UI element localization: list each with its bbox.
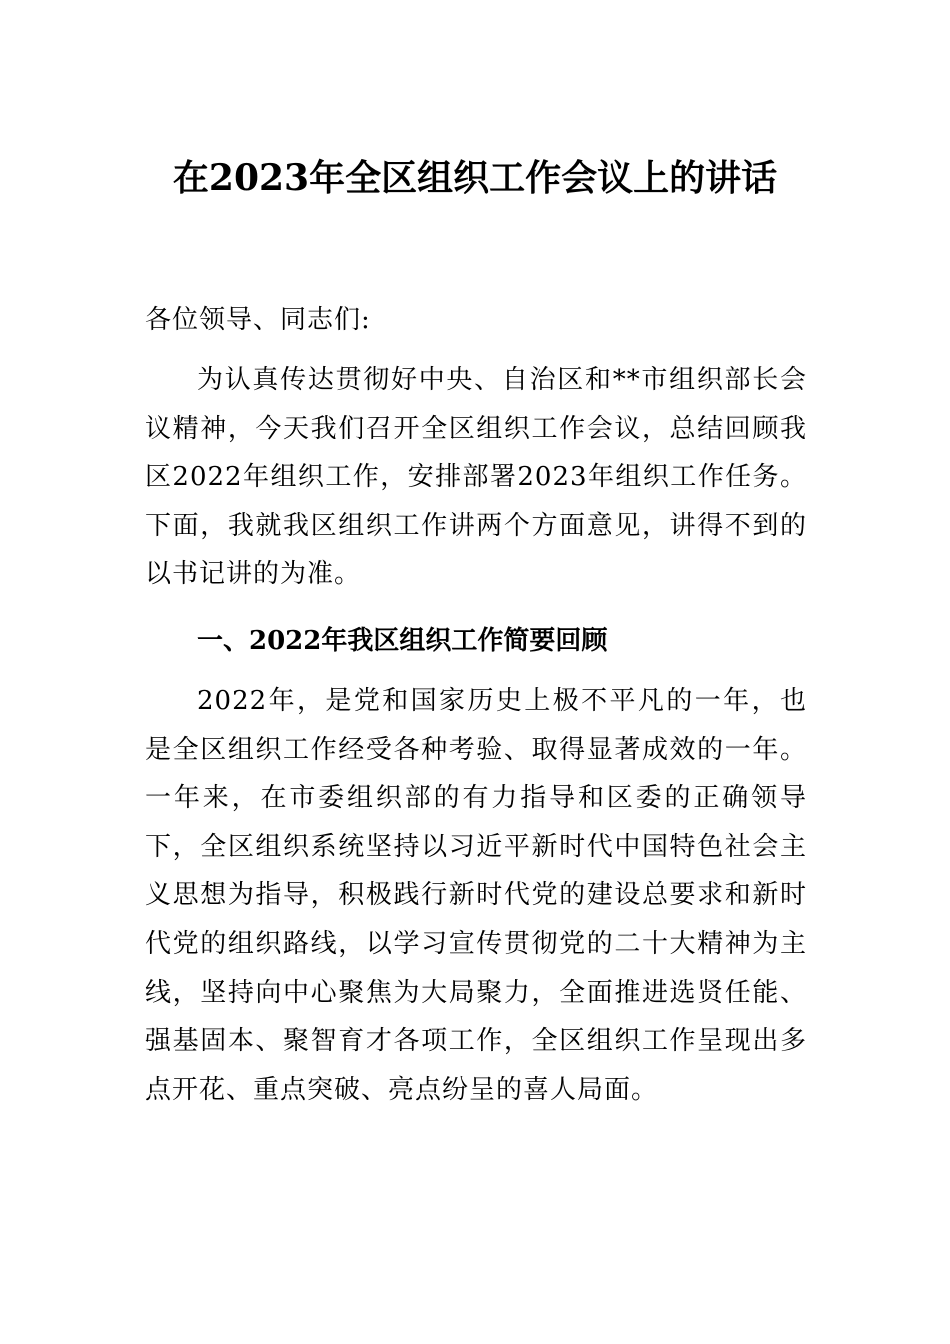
page-title: 在2023年全区组织工作会议上的讲话 [172,157,778,199]
paragraph-intro: 为认真传达贯彻好中央、自治区和**市组织部长会议精神，今天我们召开全区组织工作会议，总结回顾我区2022年组织工作，安排部署2023年组织工作任务。下面，我就我区组织工作讲两个方面意见，讲得不到的以书记讲的为准。 [145,365,807,590]
section-heading: 一、2022年我区组织工作简要回顾 [197,626,608,656]
paragraph-review: 2022年，是党和国家历史上极不平凡的一年，也是全区组织工作经受各种考验、取得显著成效的一年。 一年来，在市委组织部的有力指导和区委的正确领导下，全区组织系统坚持以习近平新时代中国特色社会主义思想为指导，积极践行新时代党的建设总要求和新时代党的组织路线，以学习宣传贯彻党的二十大精神为主线，坚持向中心聚焦为大局聚力，全面推进选贤任能、强基固本、聚智育才各项工作，全区组织工作呈现出多点开花、重点突破、亮点纷呈的喜人局面。 [145,686,807,1105]
salutation: 各位领导、同志们: [145,305,371,335]
